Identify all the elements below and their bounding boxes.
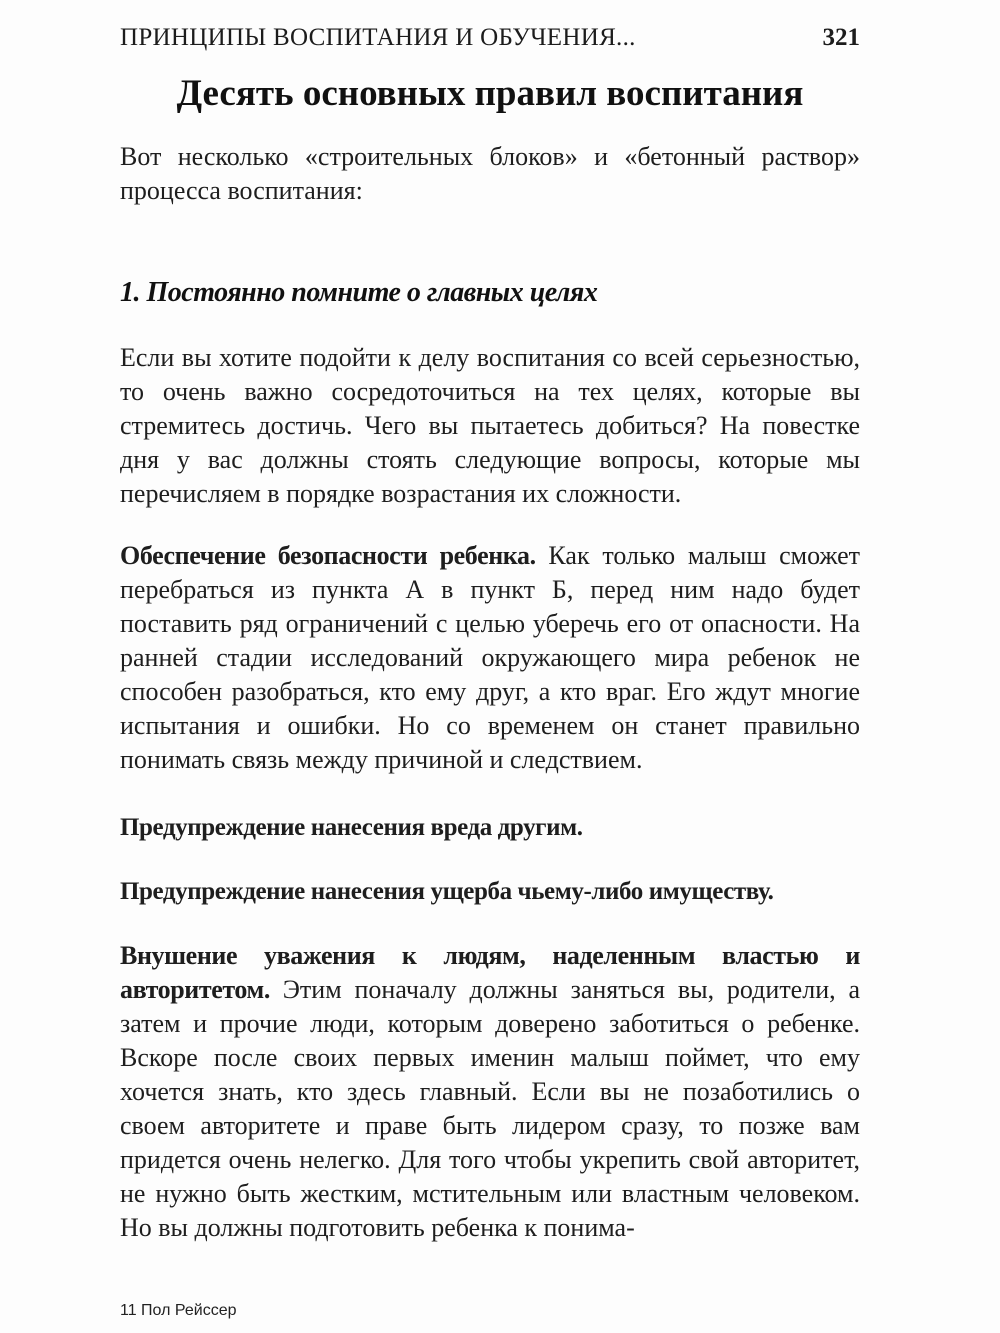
- intro-paragraph: Вот несколько «строительных блоков» и «бетонный раствор» процесса воспитания:: [120, 142, 860, 205]
- safety-paragraph: [120, 539, 860, 777]
- running-header: [120, 24, 860, 58]
- rule-1-heading: 1. Постоянно помните о главных целях: [120, 277, 598, 308]
- safety-text: Как только малыш сможет перебраться из пункта А в пункт Б, перед ним надо будет поставить ряд ограничений с целью уберечь его от опасности. На ранней стадии исследований окружающего мира ребенок не способен разобраться, кто ему друг, а кто враг. Его ждут многие испытания и ошибки. Но со временем он станет правильно понимать связь между причиной и следствием.: [120, 541, 860, 774]
- safety-lead: Обеспечение безопасности ребенка.: [120, 541, 536, 570]
- respect-text: Этим поначалу должны заняться вы, родители, а затем и прочие люди, которым доверено заботиться о ребенке. Вскоре после своих первых именин малыш поймет, что ему хочется знать, кто здесь главный. Если вы не позаботились о своем авторитете и праве быть лидером сразу, то позже вам придется очень нелегко. Для того чтобы укрепить свой авторитет, не нужно быть жестким, мстительным или властным человеком. Но вы должны подготовить ребенка к понима-: [120, 975, 860, 1242]
- harm-property-paragraph: [120, 875, 860, 909]
- harm-others-lead: Предупреждение нанесения вреда другим.: [120, 814, 583, 841]
- respect-lead: Внушение уважения к людям, наделенным властью и авторитетом.: [120, 941, 860, 1004]
- harm-property-lead: Предупреждение нанесения ущерба чьему-либо имуществу.: [120, 878, 774, 905]
- page-body: [120, 140, 860, 1245]
- footer-signature: 11 Пол Рейссер: [120, 1302, 237, 1319]
- running-title: ПРИНЦИПЫ ВОСПИТАНИЯ И ОБУЧЕНИЯ...: [120, 24, 636, 51]
- respect-paragraph: [120, 939, 860, 1245]
- page-number: 321: [822, 24, 860, 51]
- chapter-title: Десять основных правил воспитания: [176, 73, 804, 114]
- harm-others-paragraph: [120, 811, 860, 845]
- rule-1-paragraph: Если вы хотите подойти к делу воспитания со всей серьезностью, то очень важно сосредоточиться на тех целях, которые вы стремитесь достичь. Чего вы пытаетесь добиться? На повестке дня у вас должны стоять следующие вопросы, которые мы перечисляем в порядке возрастания их сложности.: [120, 343, 860, 508]
